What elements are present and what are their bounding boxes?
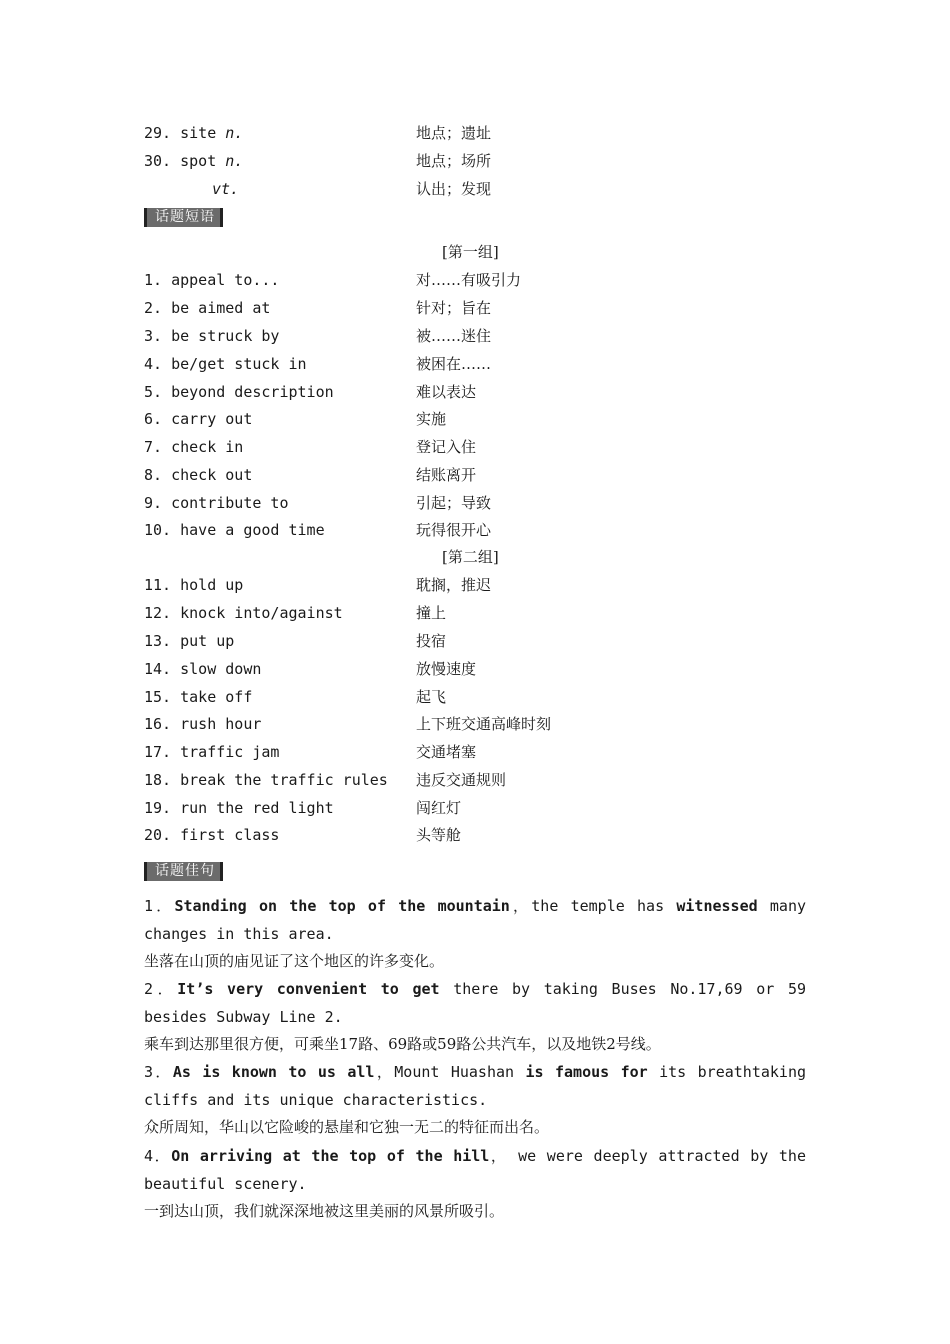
phrase-en: 4. be/get stuck in [144,355,307,373]
phrase-zh: 撞上 [416,604,447,622]
vocab-en: 30. spot n. [144,152,244,170]
phrase-zh: 头等舱 [416,826,462,844]
section-badge-phrases: 话题短语 [144,208,223,227]
group-heading-1: [第一组] [442,243,499,261]
sentence-zh: 坐落在山顶的庙见证了这个地区的许多变化。 [144,952,445,970]
phrase-en: 1. appeal to... [144,271,280,289]
phrase-en: 19. run the red light [144,799,334,817]
phrase-en: 9. contribute to [144,494,289,512]
phrase-zh: 结账离开 [416,466,477,484]
phrase-en: 14. slow down [144,660,262,678]
vocab-zh: 地点；遗址 [416,124,492,142]
phrase-zh: 难以表达 [416,383,477,401]
sentence-zh: 一到达山顶，我们就深深地被这里美丽的风景所吸引。 [144,1202,505,1220]
phrase-en: 20. first class [144,826,280,844]
phrase-zh: 耽搁，推迟 [416,576,492,594]
vocab-zh: 地点；场所 [416,152,492,170]
phrase-zh: 被困在…… [416,355,492,373]
phrase-zh: 针对；旨在 [416,299,492,317]
sentence-zh: 乘车到达那里很方便，可乘坐17路、69路或59路公共汽车，以及地铁2号线。 [144,1035,661,1053]
phrase-en: 16. rush hour [144,715,262,733]
phrase-en: 17. traffic jam [144,743,280,761]
vocab-pos: vt. [212,180,240,198]
sentence-en: 3．As is known to us all，Mount Huashan is famous for its breathtaking cliffs and its unique characteristics. [144,1063,807,1109]
phrase-zh: 被……迷住 [416,327,492,345]
phrase-zh: 登记入住 [416,438,477,456]
phrase-en: 7. check in [144,438,244,456]
phrase-en: 8. check out [144,466,253,484]
phrase-zh: 玩得很开心 [416,521,492,539]
vocab-zh: 认出；发现 [416,180,492,198]
phrase-en: 3. be struck by [144,327,280,345]
sentence-en: 2．It’s very convenient to get there by taking Buses No.17,69 or 59 besides Subway Line 2. [144,980,806,1026]
phrase-zh: 违反交通规则 [416,771,507,789]
sentence-en: 4．On arriving at the top of the hill， we were deeply attracted by the beautiful scenery. [144,1147,806,1193]
phrase-en: 13. put up [144,632,235,650]
phrase-en: 2. be aimed at [144,299,271,317]
phrase-zh: 投宿 [416,632,447,650]
phrase-zh: 起飞 [416,688,447,706]
phrase-en: 6. carry out [144,410,253,428]
phrase-en: 15. take off [144,688,253,706]
phrase-en: 5. beyond description [144,383,334,401]
sentence-en: 1．Standing on the top of the mountain，the temple has witnessed many changes in this area. [144,897,807,943]
phrase-zh: 实施 [416,410,447,428]
vocab-en: 29. site n. [144,124,244,142]
phrase-zh: 交通堵塞 [416,743,477,761]
phrase-zh: 引起；导致 [416,494,492,512]
phrase-zh: 放慢速度 [416,660,477,678]
section-badge-sentences: 话题佳句 [144,862,223,881]
phrase-en: 12. knock into/against [144,604,343,622]
phrase-en: 10. have a good time [144,521,325,539]
phrase-zh: 上下班交通高峰时刻 [416,715,552,733]
sentence-zh: 众所周知，华山以它险峻的悬崖和它独一无二的特征而出名。 [144,1118,550,1136]
phrase-en: 11. hold up [144,576,244,594]
group-heading-2: [第二组] [442,548,499,566]
phrase-zh: 对……有吸引力 [416,271,522,289]
phrase-en: 18. break the traffic rules [144,771,388,789]
phrase-zh: 闯红灯 [416,799,462,817]
